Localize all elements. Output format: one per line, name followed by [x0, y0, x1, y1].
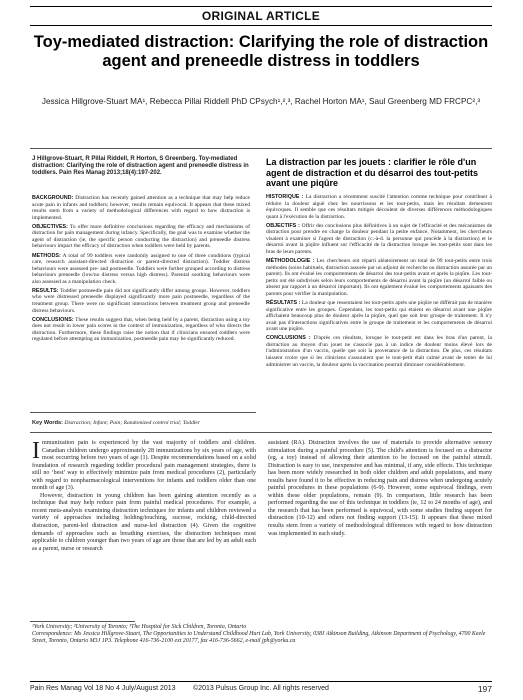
resume-historique: HISTORIQUE : La distraction a récemment suscité l'attention comme technique pour contribuer à réduire la douleur aiguë chez les nourrissons et les tout-petits, mais les résultats demeurent équivoques. Il semble que ces résultats mitigés découlent de diverses différences méthodologiques quant à l'exécution de la distraction. [266, 194, 492, 220]
copyright: ©2013 Pulsus Group Inc. All rights reserved [193, 685, 329, 692]
keywords-divider-top [30, 412, 256, 413]
resume-conclusions: CONCLUSIONS : D'après ces résultats, lorsque le tout-petit est dans les bras d'un parent, la distraction au moyen d'un jouet ne s'associe pas à un indice de douleur moins élevé lors de l'administration d'un vaccin, quelle que soit la provenance de la distraction. De plus, ces résultats laissent croire que si les cliniciens s'assuraient que le tout-petit était calmé avant de tenter de lui administrer un vaccin, la douleur après la vaccination pourrait diminuer considérablement. [266, 335, 492, 368]
abstract-french [266, 194, 492, 371]
abstract-conclusions: CONCLUSIONS: These results suggest that, when being held by a parent, distraction using a toy does not result in lower pain scores in the context of immunization, regardless of who directs the distraction. Furthermore, these findings raise the notion that if clinicians ensured toddlers were regulated before attempting an immunization, postneedle pain may be significantly reduced. [32, 316, 250, 343]
body-column-right [268, 440, 492, 538]
page-number: 197 [477, 684, 492, 694]
author-list: Jessica Hillgrove-Stuart MA¹, Rebecca Pillai Riddell PhD CPsych¹,²,³, Rachel Horton MA¹, Saul Greenberg MD FRCPC²,³ [41, 97, 481, 106]
french-title: La distraction par les jouets : clarifier le rôle d'un agent de distraction et du désarroi des tout-petits avant une piqûre [266, 157, 479, 189]
header-divider [30, 148, 492, 149]
article-title: Toy-mediated distraction: Clarifying the role of distraction agent and preneedle distress in toddlers [33, 33, 489, 70]
correspondence: Correspondence: Ms Jessica Hillgrove-Stuart, The Opportunities to Understand Childhood Hurt Lab, York University, 038J Atkinson Building, Atkinson Department of Psychology, 4700 Keele Street, Toronto, Ontario M3J 1P3. Telephone 416-736-2100 ext 20177, fax 416-736-5662, e-mail jph@yorku.ca [32, 631, 486, 645]
abstract-english [32, 195, 250, 345]
resume-objectifs: OBJECTIFS : Offrir des conclusions plus définitives à un sujet de l'efficacité et des mécanismes de distraction pour prendre en charge la douleur pendant la petite enfance. Notamment, les chercheurs visaient à examiner si l'agent de distraction (c.-à-d. la personne qui procède à la distraction) et le désarroi avant la piqûre influent sur l'efficacité de la distraction lorsque les tout-petits sont dans les bras de leurs parents. [266, 222, 493, 255]
resume-resultats: RÉSULTATS : La douleur que ressentaient les tout-petits après une piqûre ne différait pas de manière significative entre les groupes. Cependant, les tout-petits qui étaient en désarroi avant une piqûre affichaient beaucoup plus de douleur après la piqûre, quel que soit leur groupe de traitement. Il n'y avait pas d'interactions significatives entre le groupe de traitement et les comportements de désarroi avant une piqûre. [266, 299, 492, 333]
footnote-divider [30, 621, 135, 622]
resume-methodologie: MÉTHODOLOGIE : Les chercheurs ont réparti aléatoirement un total de 99 tout-petits entre trois méthodes (soins habituels, distraction assurée par un adjoint de recherche ou distraction assurée par un parent). Ils ont évalué les comportements de désarroi des tout-petits avant et après la piqûre. Les tout-petits ont été subdivisés selon leurs comportements de désarroi avant la piqûre (un désarroi faible ou absent par rapport à un désarroi important). Ils ont également évalué les comportements apaisants des parents pour vérifier la manipulation. [266, 258, 493, 297]
keywords-divider-bottom [30, 432, 492, 433]
abstract-background: BACKGROUND: Distraction has recently gained attention as a technique that may help reduce acute pain in infants and toddlers; however, results remain equivocal. It appears that these mixed results stem from a variety of methodological differences with regard to how distraction is implemented. [32, 195, 250, 221]
section-header [30, 6, 492, 26]
abstract-methods: METHODS: A total of 99 toddlers were randomly assigned to one of three conditions (typical care, research assistant-directed distraction or parent-directed distraction). Toddler distress behaviours were assessed pre- and postneedle. Toddlers were further grouped according to distress behaviours preneedle (low/no distress versus high distress). Parental soothing behaviours were also assessed as a manipulation check. [32, 252, 250, 285]
journal-info: Pain Res Manag Vol 18 No 4 July/August 2013 [30, 685, 176, 692]
abstract-results: RESULTS: Toddler postneedle pain did not significantly differ among groups. However, toddlers who were distressed preneedle displayed significantly more pain postneedle, regardless of the treatment group. There were no significant interactions between treatment group and preneedle distress behaviours. [32, 287, 251, 314]
affiliations [32, 624, 492, 646]
body-paragraph: However, distraction in young children has been gaining attention recently as a technique that may help reduce pain from painful medical procedures. For example, a recent meta-analysis examining distraction techniques for infants and children reviewed a variety of approaches including holding/touching, sucrose, rocking, child-directed distraction, parent-led distraction and nurse-led distraction (4). Given the cognitive demands of approaches such as breathing exercises, the distraction techniques most applicable to children younger than two years of age are those that are led by an adult such as a parent, nurse or research [32, 492, 256, 552]
affiliation-institutions: ¹York University; ²University of Toronto; ³The Hospital for Sick Children, Toronto, Ontario [32, 624, 247, 630]
abstract-objectives: OBJECTIVES: To offer more definitive conclusions regarding the efficacy and mechanisms of distraction for pain management during infancy. Specifically, the goal was to examine whether the agent of distraction (ie, the specific person conducting the distraction) and preneedle distress behaviours impact the efficacy of distraction when toddlers were held by parents. [32, 223, 250, 250]
drop-cap: I [32, 438, 40, 464]
section-label: ORIGINAL ARTICLE [201, 9, 321, 23]
body-paragraph: assistant (RA). Distraction involves the use of materials to provide alternative sensory stimulation during a painful procedure (5). The child's attention is focused on a distractor (eg, a toy) instead of allowing their attention to be focused on the painful stimuli. Distraction is easy to use, inexpensive and has minimal, if any, side effects. This technique has been more widely researched in both older children and adult populations, and many results have found it to be effective in reducing pain and distress when undergoing acutely painful procedures in these populations (6-9). However, some equivocal findings, even within these older populations, remain (9). In comparison, little research has been performed regarding the use of this technique in toddlers (ie, 12 to 24 months of age), and the research that has been performed is equivocal, with some studies finding support for distraction (10-12) and others not finding support (13-15). It appears that these mixed results stem from a variety of methodological differences with regard to how distraction was implemented in each study. [268, 440, 492, 537]
page-footer [30, 681, 492, 696]
body-paragraph: Immunization pain is experienced by the vast majority of toddlers and children. Canadian children undergo approximately 28 immunizations by six years of age, with most occurring before two years of age (1). Despite recommendations based on a solid foundation of research regarding toddler procedural pain management strategies, there is still no ‘best’ way to effectively minimize pain from medical procedures (2), particularly with regard to nonpharmacological interventions for infants and toddlers older than one month of age (3). [32, 438, 256, 492]
citation: J Hillgrove-Stuart, R Pillai Riddell, R Horton, S Greenberg. Toy-mediated distraction: Clarifying the role of distraction agent and preneedle distress in toddlers. Pain Res Manag 2013;18(4):197-202. [32, 156, 249, 177]
body-column-left [32, 440, 256, 553]
keywords: Key Words: Distraction; Infant; Pain; Randomized control trial; Toddler [32, 420, 201, 426]
